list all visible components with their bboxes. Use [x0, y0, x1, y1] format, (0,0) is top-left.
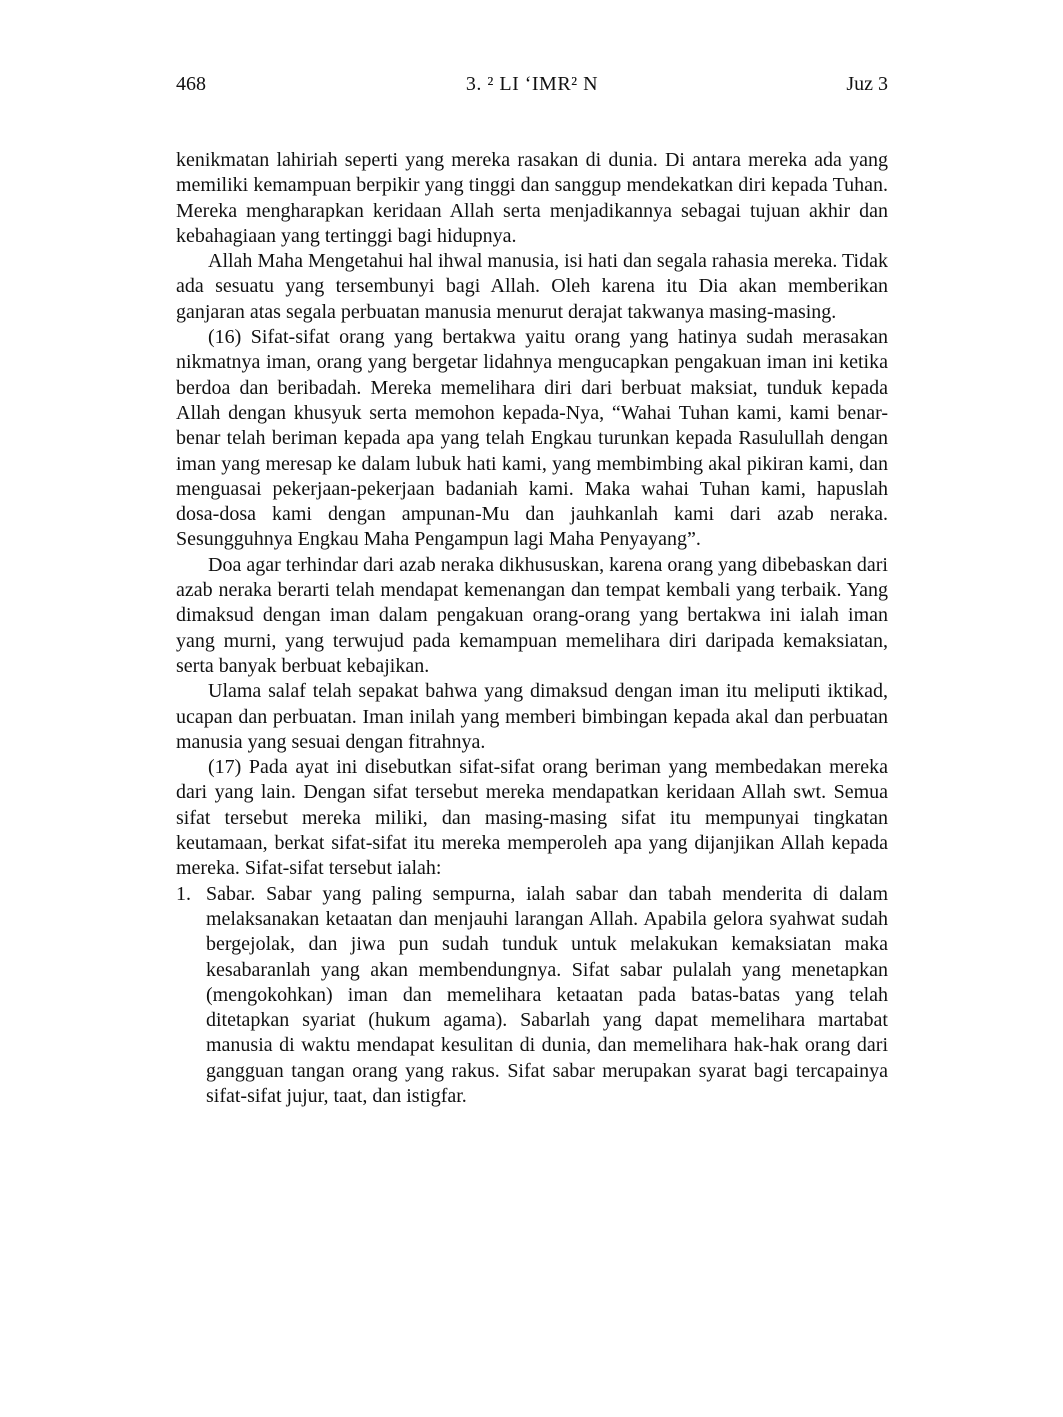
paragraph: Doa agar terhindar dari azab neraka dikhususkan, karena orang yang dibebaskan dari azab neraka berarti telah mendapat kemenangan dan tempat kembali yang terbaik. Yang dimaksud dengan iman dalam pengakuan orang-orang yang bertakwa ini ialah iman yang murni, yang terwujud pada kemampuan memelihara diri daripada kemaksiatan, serta banyak berbuat kebajikan.: [176, 553, 888, 677]
list-number: 1.: [176, 882, 191, 905]
paragraph: (17) Pada ayat ini disebutkan sifat-sifat orang beriman yang membedakan mereka dari yang lain. Dengan sifat tersebut mereka mendapatkan keridaan Allah swt. Semua sifat tersebut mereka miliki, dan masing-masing sifat itu mempunyai tingkatan keutamaan, berkat sifat-sifat itu mereka memperoleh apa yang dijanjikan Allah kepada mereka. Sifat-sifat tersebut ialah:: [176, 756, 888, 880]
running-title: 3. ² LI ‘IMR² N: [465, 73, 599, 95]
page-number: 468: [176, 73, 206, 95]
paragraph: Allah Maha Mengetahui hal ihwal manusia, isi hati dan segala rahasia mereka. Tidak ada sesuatu yang tersembunyi bagi Allah. Oleh karena itu Dia akan memberikan ganjaran atas segala perbuatan manusia menurut derajat takwanya masing-masing.: [176, 250, 888, 323]
list-text: Sabar. Sabar yang paling sempurna, ialah sabar dan tabah menderita di dalam melaksanakan ketaatan dan menjauhi larangan Allah. Apabila gelora syahwat sudah bergejolak, dan jiwa pun sudah tunduk untuk melakukan kemaksiatan maka kesabaranlah yang akan membendungnya. Sifat sabar pulalah yang menetapkan (mengokohkan) iman dan memelihara ketaatan pada batas-batas yang telah ditetapkan syariat (hukum agama). Sabarlah yang dapat memelihara martabat manusia di waktu mendapat kesulitan di dunia, dan memelihara hak-hak orang dari gangguan tangan orang yang rakus. Sifat sabar merupakan syarat bagi tercapainya sifat-sifat jujur, taat, dan istigfar.: [206, 882, 888, 1107]
juz-label: Juz 3: [846, 73, 888, 95]
paragraph: kenikmatan lahiriah seperti yang mereka rasakan di dunia. Di antara mereka ada yang memiliki kemampuan berpikir yang tinggi dan sanggup mendekatkan diri kepada Tuhan. Mereka mengharapkan keridaan Allah serta menjadikannya sebagai tujuan akhir dan kebahagiaan yang tertinggi bagi hidupnya.: [176, 149, 888, 247]
page-header: [176, 72, 888, 96]
paragraph: Ulama salaf telah sepakat bahwa yang dimaksud dengan iman itu meliputi iktikad, ucapan dan perbuatan. Iman inilah yang memberi bimbingan kepada akal dan perbuatan manusia yang sesuai dengan fitrahnya.: [176, 680, 888, 753]
list-item: [176, 882, 888, 1110]
paragraph: (16) Sifat-sifat orang yang bertakwa yaitu orang yang hatinya sudah merasakan nikmatnya iman, orang yang bergetar lidahnya mengucapkan pengakuan iman ini ketika berdoa dan beribadah. Mereka memelihara diri dari berbuat maksiat, tunduk kepada Allah dengan khusyuk serta memohon kepada-Nya, “Wahai Tuhan kami, kami benar-benar telah beriman kepada apa yang telah Engkau turunkan kepada Rasulullah dengan iman yang meresap ke dalam lubuk hati kami, yang membimbing akal pikiran kami, dan menguasai pekerjaan-pekerjaan badaniah kami. Maka wahai Tuhan kami, hapuslah dosa-dosa kami dengan ampunan-Mu dan jauhkanlah kami dari azab neraka. Sesungguhnya Engkau Maha Pengampun lagi Maha Penyayang”.: [176, 326, 888, 551]
page-body: [176, 148, 888, 1109]
